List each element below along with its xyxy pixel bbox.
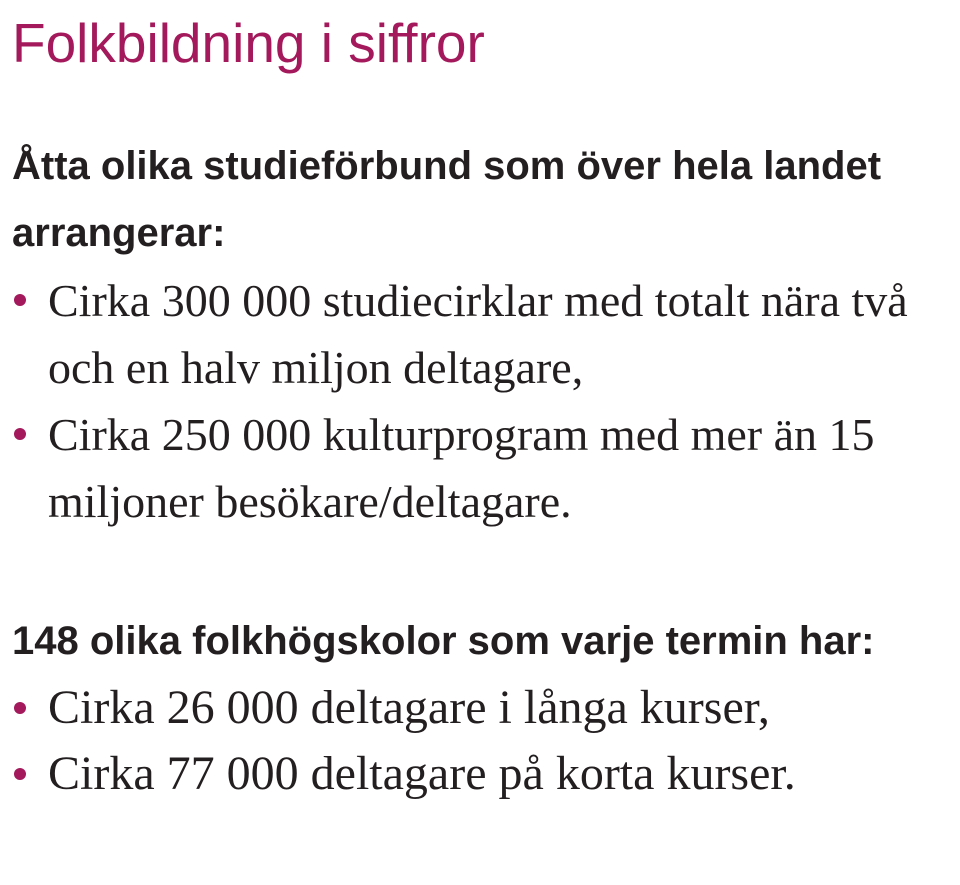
list-item <box>12 741 952 807</box>
list-item <box>12 401 952 535</box>
bullet-icon <box>14 294 26 306</box>
page-title: Folkbildning i siffror <box>12 12 485 74</box>
section-heading: Åtta olika studieförbund som över hela landet arrangerar: <box>12 144 882 255</box>
folk-high-schools-section <box>12 608 952 807</box>
list-item-text: Cirka 26 000 deltagare i långa kurser, <box>48 681 770 734</box>
list-item <box>12 675 952 741</box>
list-item-text: Cirka 250 000 kulturprogram med mer än 15 miljoner besökare/deltagare. <box>48 409 875 527</box>
bullet-icon <box>14 702 26 714</box>
bullet-list <box>12 267 952 535</box>
list-item-text: Cirka 77 000 deltagare på korta kurser. <box>48 747 796 800</box>
list-item-text: Cirka 300 000 studiecirklar med totalt nära två och en halv miljon deltagare, <box>48 275 908 393</box>
bullet-icon <box>14 768 26 780</box>
list-item <box>12 267 952 401</box>
bullet-icon <box>14 428 26 440</box>
bullet-list <box>12 675 952 807</box>
section-heading: 148 olika folkhögskolor som varje termin har: <box>12 619 875 663</box>
study-associations-section <box>12 133 952 535</box>
